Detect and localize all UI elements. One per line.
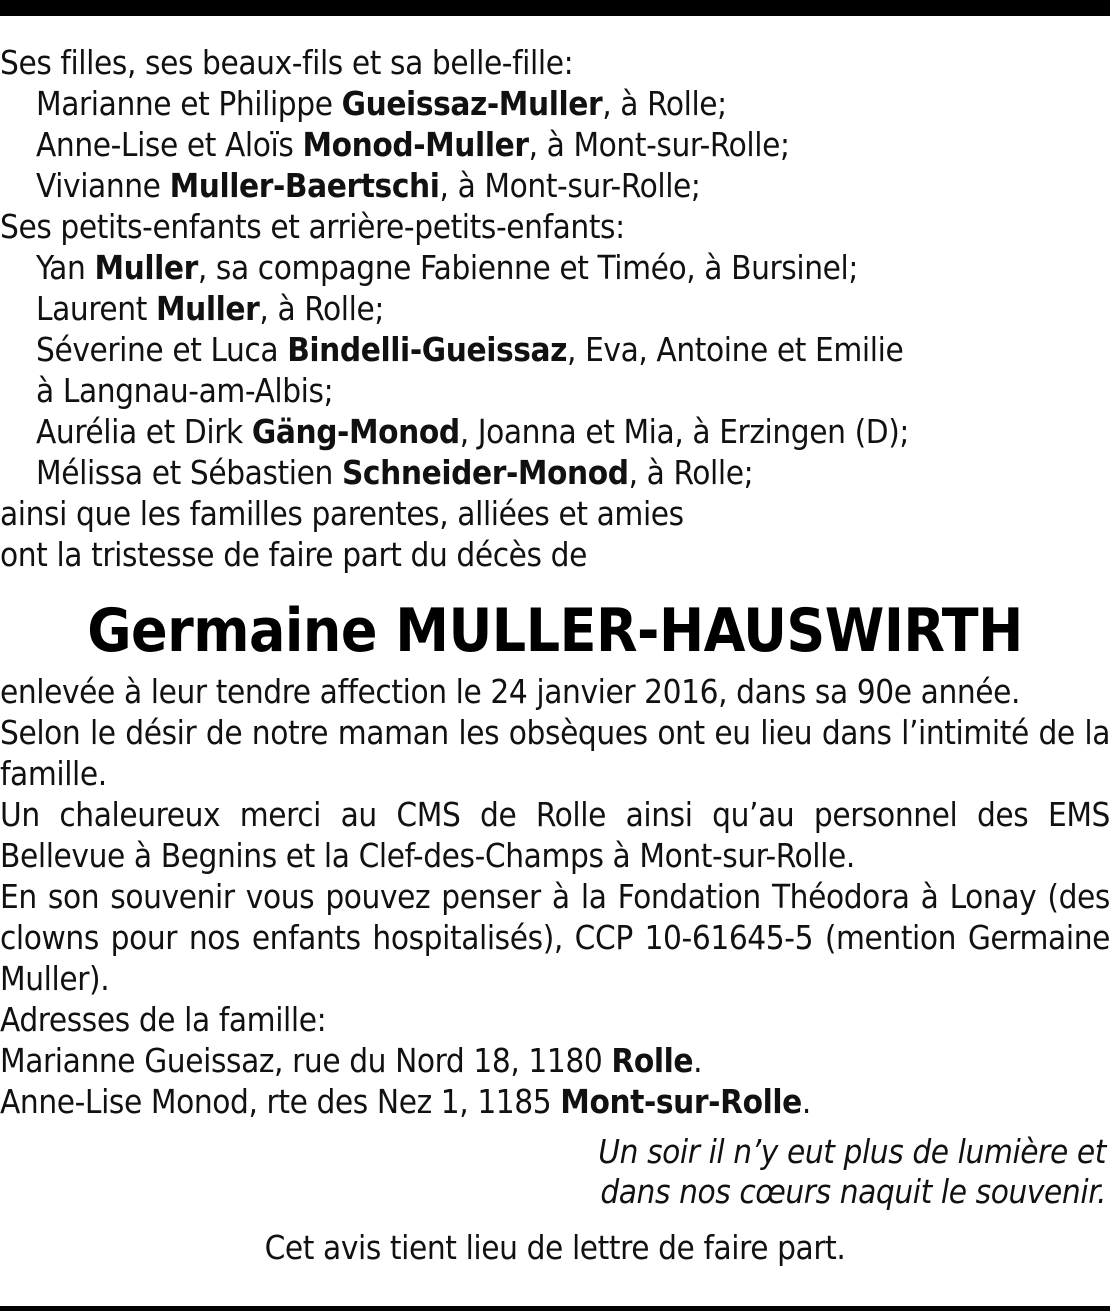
address-street: Marianne Gueissaz, rue du Nord 18, 1180 (0, 1041, 612, 1080)
top-rule (0, 0, 1110, 16)
bottom-rule (0, 1306, 1110, 1311)
family-place: , à Mont-sur-Rolle; (439, 166, 701, 205)
family-line-continued (0, 370, 1110, 411)
family-surname: Bindelli-Gueissaz (287, 330, 568, 369)
family-line (0, 329, 1110, 370)
intro-daughters: Ses filles, ses beaux-fils et sa belle-fille: (0, 43, 574, 82)
family-place: , Joanna et Mia, à Erzingen (D); (459, 412, 910, 451)
family-given-names: Vivianne (36, 166, 170, 205)
family-line (0, 247, 1110, 288)
address-town: Mont-sur-Rolle (560, 1082, 802, 1121)
memorial-quote (0, 1132, 1110, 1212)
family-surname: Gäng-Monod (251, 412, 460, 451)
family-place: à Langnau-am-Albis; (36, 371, 334, 410)
family-surname: Muller (155, 289, 260, 328)
address-punctuation: . (693, 1041, 703, 1080)
family-line (0, 124, 1110, 165)
family-given-names: Mélissa et Sébastien (36, 453, 342, 492)
family-given-names: Aurélia et Dirk (36, 412, 252, 451)
addresses-heading: Adresses de la famille: (0, 1000, 327, 1039)
quote-line: dans nos cœurs naquit le souvenir. (600, 1172, 1106, 1211)
family-place: , sa compagne Fabienne et Timéo, à Bursinel; (197, 248, 858, 287)
death-line: enlevée à leur tendre affection le 24 janvier 2016, dans sa 90e année. (0, 672, 1021, 711)
family-surname: Muller-Baertschi (169, 166, 440, 205)
family-surname: Gueissaz-Muller (341, 84, 603, 123)
family-line (0, 288, 1110, 329)
deceased-name: Germaine MULLER-HAUSWIRTH (87, 596, 1023, 666)
address-line (0, 1081, 1110, 1122)
family-given-names: Yan (36, 248, 95, 287)
announce-line: ont la tristesse de faire part du décès de (0, 535, 587, 574)
family-place: , à Rolle; (259, 289, 384, 328)
closing-note: Cet avis tient lieu de lettre de faire part. (264, 1228, 846, 1267)
quote-line: Un soir il n’y eut plus de lumière et (598, 1132, 1106, 1171)
donation-paragraph: En son souvenir vous pouvez penser à la Fondation Théodora à Lonay (des clowns pour nos enfants hospitalisés), CCP 10-61645-5 (mention Germaine Muller). (0, 877, 1110, 998)
families-line: ainsi que les familles parentes, alliées et amies (0, 494, 684, 533)
family-given-names: Séverine et Luca (36, 330, 288, 369)
address-punctuation: . (801, 1082, 811, 1121)
family-line (0, 165, 1110, 206)
family-place: , Eva, Antoine et Emilie (567, 330, 904, 369)
family-surname: Schneider-Monod (341, 453, 629, 492)
obituary-notice (0, 42, 1110, 1268)
family-line (0, 411, 1110, 452)
intro-grandchildren: Ses petits-enfants et arrière-petits-enfants: (0, 207, 625, 246)
family-line (0, 83, 1110, 124)
family-given-names: Marianne et Philippe (36, 84, 342, 123)
family-place: , à Rolle; (602, 84, 727, 123)
family-given-names: Anne-Lise et Aloïs (36, 125, 303, 164)
family-line (0, 452, 1110, 493)
family-surname: Monod-Muller (302, 125, 529, 164)
family-place: , à Mont-sur-Rolle; (528, 125, 790, 164)
family-given-names: Laurent (36, 289, 156, 328)
funeral-paragraph: Selon le désir de notre maman les obsèques ont eu lieu dans l’intimité de la famille. (0, 713, 1110, 793)
thanks-paragraph: Un chaleureux merci au CMS de Rolle ainsi qu’au personnel des EMS Bellevue à Begnins et la Clef-des-Champs à Mont-sur-Rolle. (0, 795, 1110, 875)
address-line (0, 1040, 1110, 1081)
address-street: Anne-Lise Monod, rte des Nez 1, 1185 (0, 1082, 561, 1121)
address-town: Rolle (611, 1041, 694, 1080)
family-place: , à Rolle; (628, 453, 754, 492)
family-surname: Muller (94, 248, 198, 287)
